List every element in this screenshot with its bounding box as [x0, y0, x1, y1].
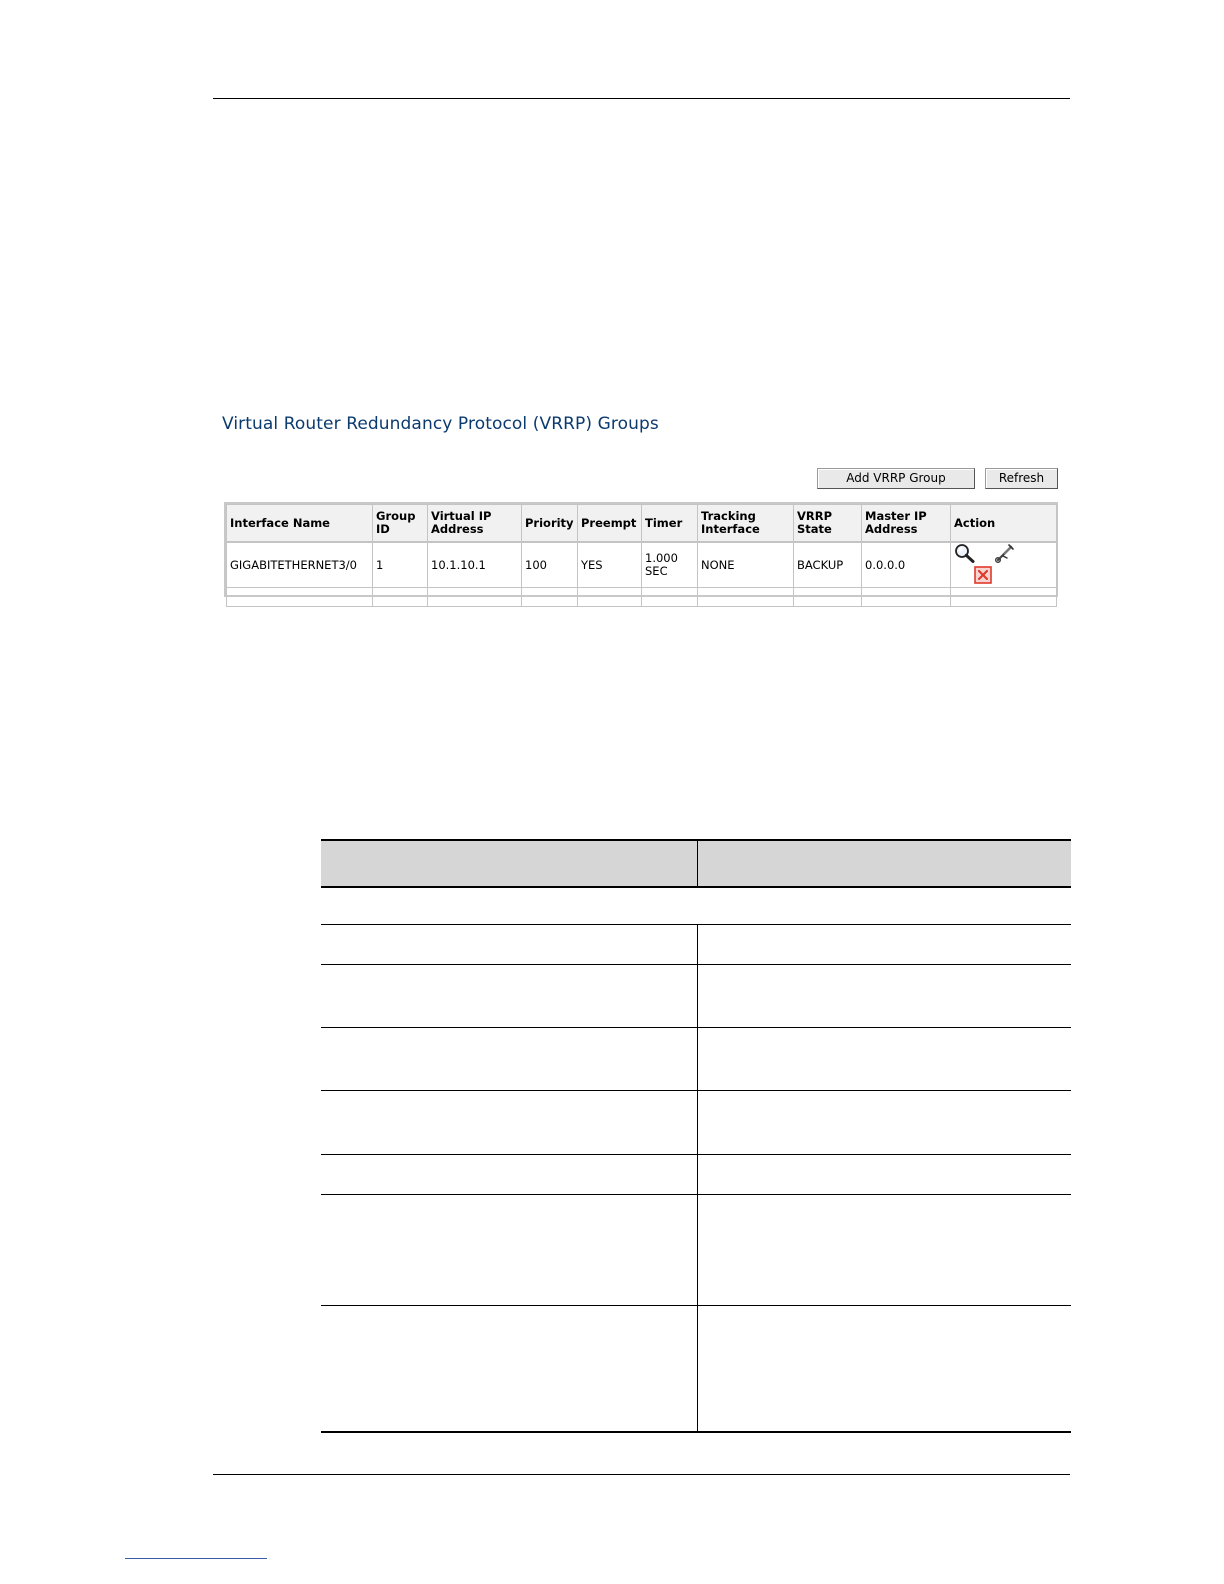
delete-icon[interactable]: [974, 566, 992, 587]
cell-actions: [951, 542, 1057, 588]
cell-vrrp-state: BACKUP: [794, 542, 862, 588]
column-header-vrrp-state: VRRP State: [794, 505, 862, 543]
refresh-button[interactable]: Refresh: [985, 468, 1058, 489]
footer-link-underline: [125, 1558, 267, 1559]
column-header-group-id: Group ID: [373, 505, 428, 543]
field-table-bottom-rule: [321, 1431, 1071, 1433]
cell-group-id: 1: [373, 542, 428, 588]
table-row-empty: [227, 588, 1057, 607]
cell-timer: [642, 542, 698, 588]
field-table-row-divider: [321, 1154, 1071, 1155]
field-table-row-divider: [321, 1090, 1071, 1091]
column-header-preempt: Preempt: [578, 505, 642, 543]
timer-unit: SEC: [645, 564, 668, 578]
column-header-priority: Priority: [522, 505, 578, 543]
cell-master-ip: 0.0.0.0: [862, 542, 951, 588]
timer-value: 1.000: [645, 551, 678, 565]
column-header-timer: Timer: [642, 505, 698, 543]
vrrp-page-title: Virtual Router Redundancy Protocol (VRRP) Groups: [222, 414, 659, 434]
magnifier-icon[interactable]: [954, 543, 976, 566]
field-table-row-divider: [321, 1194, 1071, 1195]
cell-virtual-ip: 10.1.10.1: [428, 542, 522, 588]
add-vrrp-group-button[interactable]: Add VRRP Group: [817, 468, 975, 489]
field-table-row-divider: [321, 1027, 1071, 1028]
cell-priority: 100: [522, 542, 578, 588]
edit-tool-icon[interactable]: [994, 543, 1016, 566]
cell-tracking-interface: NONE: [698, 542, 794, 588]
page-header-rule: [213, 98, 1070, 99]
field-table-header-divider: [697, 841, 698, 886]
column-header-master-ip: Master IP Address: [862, 505, 951, 543]
vrrp-groups-table: [224, 502, 1058, 597]
cell-preempt: YES: [578, 542, 642, 588]
table-row: [227, 542, 1057, 588]
field-table-header: [321, 839, 1071, 888]
field-table-row-divider: [321, 1305, 1071, 1306]
column-header-action: Action: [951, 505, 1057, 543]
field-table-column-divider: [697, 925, 698, 1432]
page-footer-rule: [213, 1474, 1070, 1475]
field-table-row-divider: [321, 924, 1071, 925]
field-table-row-divider: [321, 964, 1071, 965]
cell-interface-name: GIGABITETHERNET3/0: [227, 542, 373, 588]
column-header-virtual-ip: Virtual IP Address: [428, 505, 522, 543]
table-header-row: [227, 505, 1057, 543]
column-header-tracking-interface: Tracking Interface: [698, 505, 794, 543]
column-header-interface-name: Interface Name: [227, 505, 373, 543]
